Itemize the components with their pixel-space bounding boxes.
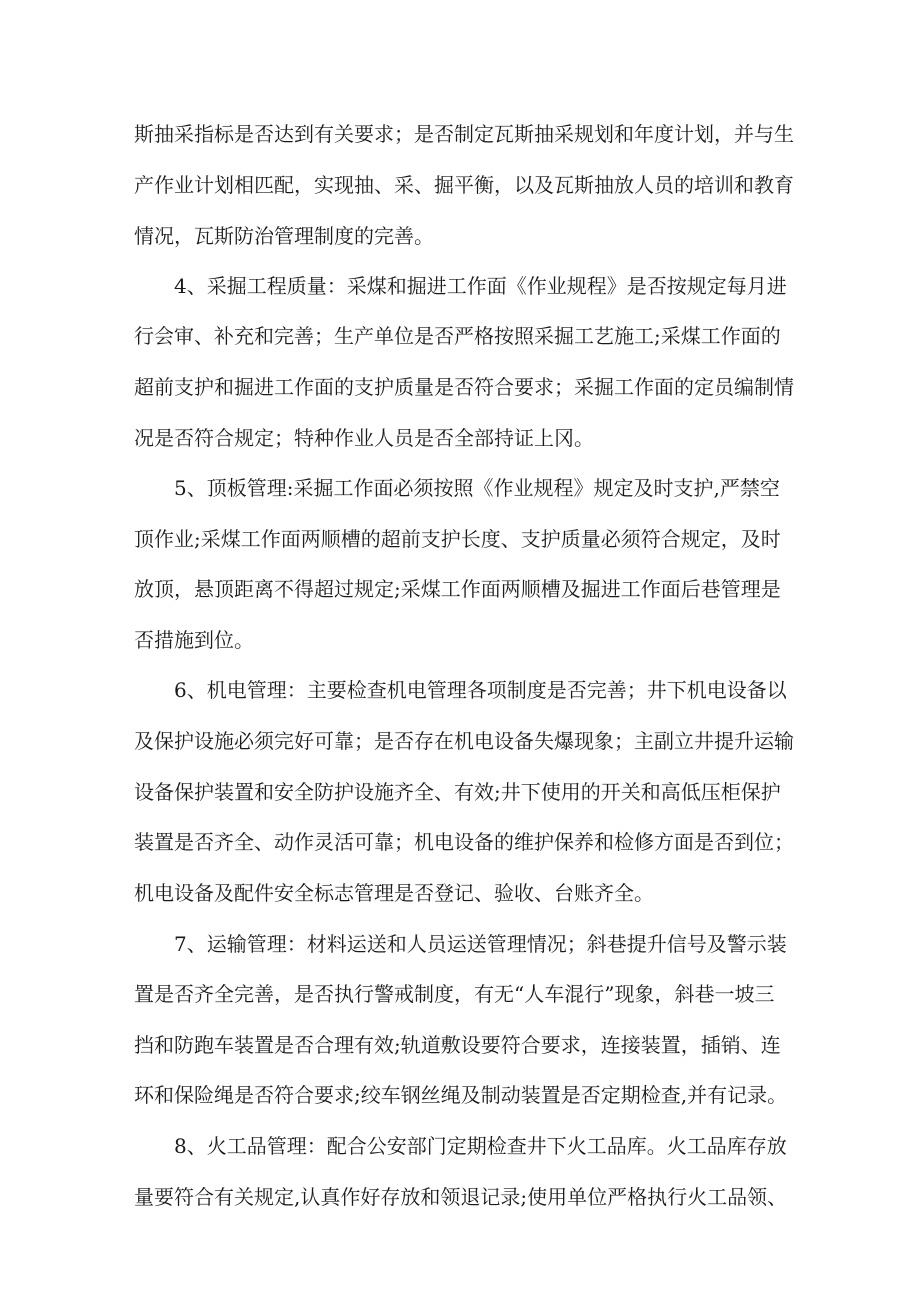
text-line: 环和保险绳是否符合要求;绞车钢丝绳及制动装置是否定期检查,并有记录。: [134, 1083, 788, 1107]
text-line: 置是否齐全完善，是否执行警戒制度，有无“人车混行”现象，斜巷一坡三: [134, 982, 775, 1006]
text-line: 放顶，悬顶距离不得超过规定;采煤工作面两顺槽及掘进工作面后巷管理是: [134, 577, 781, 601]
text-line: 情况，瓦斯防治管理制度的完善。: [134, 224, 434, 248]
text-line: 量要符合有关规定,认真作好存放和领退记录;使用单位严格执行火工品领、: [134, 1185, 788, 1209]
text-line: 装置是否齐全、动作灵活可靠；机电设备的维护保养和检修方面是否到位；: [134, 830, 794, 854]
text-line: 设备保护装置和安全防护设施齐全、有效;井下使用的开关和高低压柜保护: [134, 780, 781, 804]
text-line: 及保护设施必须完好可靠；是否存在机电设备失爆现象；主副立井提升运输: [134, 729, 794, 753]
text-line: 机电设备及配件安全标志管理是否登记、验收、台账齐全。: [134, 881, 654, 905]
text-line: 6、机电管理：主要检查机电管理各项制度是否完善；井下机电设备以: [174, 678, 787, 702]
text-line: 产作业计划相匹配，实现抽、采、掘平衡，以及瓦斯抽放人员的培训和教育: [134, 173, 794, 197]
text-line: 斯抽采指标是否达到有关要求；是否制定瓦斯抽采规划和年度计划，并与生: [134, 122, 794, 146]
text-line: 4、采掘工程质量：采煤和掘进工作面《作业规程》是否按规定每月进: [174, 274, 787, 298]
text-line: 否措施到位。: [134, 628, 254, 652]
text-line: 况是否符合规定；特种作业人员是否全部持证上冈。: [134, 426, 594, 450]
text-line: 顶作业;采煤工作面两顺槽的超前支护长度、支护质量必须符合规定，及时: [134, 527, 781, 551]
text-line: 行会审、补充和完善；生产单位是否严格按照采掘工艺施工;采煤工作面的: [134, 324, 781, 348]
text-line: 7、运输管理：材料运送和人员运送管理情况；斜巷提升信号及警示装: [174, 932, 787, 956]
text-line: 挡和防跑车装置是否合理有效;轨道敷设要符合要求，连接装置，插销、连: [134, 1033, 781, 1057]
text-line: 超前支护和掘进工作面的支护质量是否符合要求；采掘工作面的定员编制情: [134, 375, 794, 399]
text-line: 5、顶板管理:采掘工作面必须按照《作业规程》规定及时支护,严禁空: [174, 476, 780, 500]
text-line: 8、火工品管理：配合公安部门定期检查井下火工品库。火工品库存放: [174, 1134, 787, 1158]
